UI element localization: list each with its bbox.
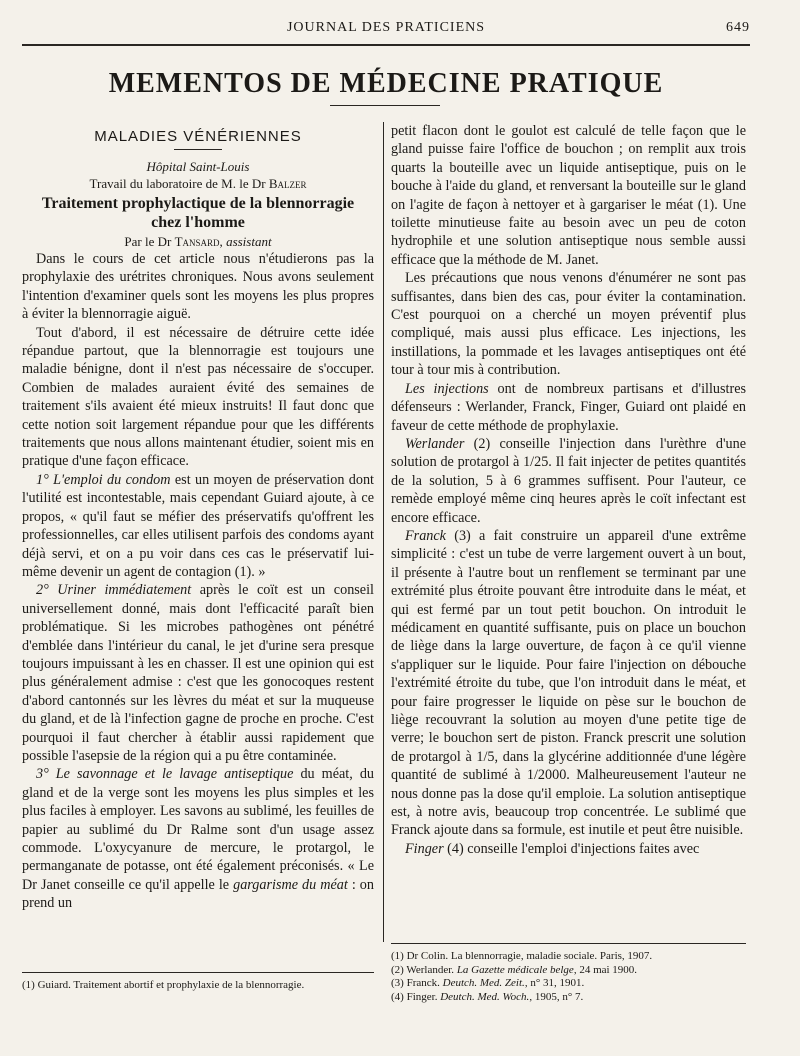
hospital-line: Hôpital Saint-Louis — [146, 159, 250, 174]
lab-name: Balzer — [268, 176, 307, 191]
paragraph-lead: Les injections — [405, 380, 489, 397]
footnote: (2) Werlander. La Gazette médicale belge, 24 mai 1900. — [391, 963, 638, 976]
paragraph-italic-term: gargarisme du méat — [233, 876, 348, 893]
paragraph — [391, 380, 746, 435]
journal-title: JOURNAL DES PRATICIENS — [286, 20, 486, 35]
paragraph-text: : on prend un — [22, 876, 374, 912]
lab-line — [22, 175, 374, 192]
paragraph: petit flacon dont le goulot est calculé de telle façon que le gland puisse faire l'office de bouchon ; on remplit aux trois quarts la bouteille avec un liquide antiseptique, puis on le bouche à l'aide du gland, et renversant la bouteille sur le gland on l'agite de façon à nettoyer et à gargariser le méat (1). Une toilette minutieuse faite au besoin avec un peu de coton hydrophile et une solution antiseptique nous semble aussi efficace que la méthode de M. Janet. — [391, 123, 746, 268]
article-title-line-1: Traitement prophylactique de la blennorragie — [41, 195, 355, 212]
paragraph: Les précautions que nous venons d'énumérer ne sont pas suffisantes, dans bien des cas, pour éviter la contamination. C'est pourquoi on a cherché un moyen préventif plus compliqué, mais aussi plus efficace. Les injections, les instillations, la pommade et les lavages antiseptiques ont été tour à tour mis à contribution. — [391, 270, 746, 379]
right-column — [391, 122, 746, 858]
paragraph-lead: Finger — [405, 840, 444, 857]
footnote: (3) Franck. Deutch. Med. Zeit., n° 31, 1901. — [391, 977, 585, 989]
paragraph-lead: 1° L'emploi du condom — [36, 471, 171, 488]
footnote: (4) Finger. Deutch. Med. Woch., 1905, n° 7. — [391, 990, 584, 1003]
paragraph: Dans le cours de cet article nous n'étudierons pas la prophylaxie des urétrites chroniques. Nous avons seulement l'intention d'examiner quels sont les moyens les plus propres à éviter la blennorragie aiguë. — [22, 251, 374, 323]
paragraph-text: est un moyen de préservation dont l'utilité est incontestable, mais cependant Guiard ajoute, à ce propos, « qu'il faut se méfier des préservatifs qu'offrent les professionnelles, car elles utilisent parfois des condoms ayant déjà servi, et on a pu voir dans ces cas le préservatif lui-même devenir un agent de contagion (1). » — [22, 471, 374, 580]
paragraph-text: (4) conseille l'emploi d'injections faites avec — [443, 840, 700, 857]
page-number: 649 — [726, 20, 750, 35]
paragraph: Tout d'abord, il est nécessaire de détruire cette idée répandue partout, que la blennorragie est toujours une maladie bénigne, dont il n'est pas nécessaire de s'occuper. Combien de malades auraient évité des semaines de traitement s'ils avaient été mieux instruits! Il faut donc que cette notion soit largement répandue pour que les différents traitements que nous allons maintenant étudier, soient mis en pratique d'une façon efficace. — [22, 324, 374, 470]
lab-prefix: Travail du laboratoire de M. le Dr — [89, 176, 266, 191]
section-rule — [174, 149, 222, 150]
running-head — [22, 20, 750, 40]
article-title — [22, 194, 374, 232]
author-prefix: Par le Dr — [124, 234, 172, 249]
footnotes-right — [391, 950, 746, 1004]
footnote-rule-left — [22, 972, 374, 973]
paragraph-text: après le coït est un conseil universellement donné, mais dont l'efficacité paraît bien problématique. Si les microbes pathogènes ont pénétré d'emblée dans l'intérieur du canal, le jet d'urine sera presque toujours impuissant à les en chasser. Il est une opinion qui est plus généralement admise : c'est que les gonocoques restent d'abord cantonnés sur les lèvres du méat et sur la muqueuse du gland, et de là l'infection gagne de proche en proche. C'est pourquoi il faut chercher à établir aussi rapidement que possible l'asepsie de la région qui a pu être contaminée. — [22, 582, 374, 764]
footnotes-left — [22, 978, 374, 992]
paragraph-text: du méat, du gland et de la verge sont les moyens les plus simples et les plus faciles à employer. Les savons au sublimé, les feuilles de papier au sublimé du Dr Ralme sont d'un usage assez commode. L'oxycyanure de mercure, le protargol, le permanganate de potasse, ont été également préconisés. « Le Dr Janet conseille ce qu'il appelle le — [22, 766, 375, 893]
footnote: (1) Guiard. Traitement abortif et prophylaxie de la blennorragie. — [22, 979, 305, 991]
paragraph-text: ont de nombreux partisans et d'illustres défenseurs : Werlander, Franck, Finger, Guiard ont plaidé en faveur de cette méthode de prophylaxie. — [391, 380, 747, 434]
paragraph — [22, 471, 374, 581]
section-title: MALADIES VÉNÉRIENNES — [94, 128, 302, 145]
paragraph-lead: Franck — [405, 527, 446, 544]
paragraph-lead: 3° Le savonnage et le lavage antiseptique — [36, 766, 294, 783]
paragraph — [22, 581, 374, 765]
column-divider — [383, 122, 384, 942]
title-rule — [330, 105, 440, 106]
author-role: assistant — [226, 234, 272, 249]
paragraph-text: (2) conseille l'injection dans l'urèthre d'une solution de protargol à 1/25. Il fait injecter de petites quantités de la solution, 5 à 6 grammes suffisent. Pour l'auteur, ce remède employé même cinq heures après le coït infectant est encore efficace. — [391, 435, 746, 526]
paragraph-lead: 2° Uriner immédiatement — [36, 582, 192, 599]
paragraph — [391, 435, 746, 527]
left-column — [22, 122, 374, 913]
author-name: Tansard, — [174, 234, 223, 249]
paragraph-text: (3) a fait construire un appareil d'une extrême simplicité : c'est un tube de verre largement ouvert à un bout, il présente à l'autre bout un renflement se terminant par une extrémité plus étroite pouvant être introduite dans le méat, et qui est fermé par un tout petit bouchon. On introduit le médicament en quantité suffisante, puis on place un bouchon de liège dans la large ouverture, de façon à ce qu'il vienne s'appliquer sur le liquide. Pour faire l'injection on débouche l'extrémité étroite du tube, que l'on introduit dans le méat, et pour faire progresser le liquide on pèse sur le bouchon de liège recouvrant la solution au moyen d'une petite tige de verre; le bouchon sert de piston. Franck prescrit une solution de protargol à 1/5, dans la glycérine additionnée d'une légère quantité de sublimé à 1/2000. Malheureusement l'auteur ne nous donne pas la dose qu'il emploie. La solution antiseptique est, à notre avis, beaucoup trop concentrée. Le sublimé que Franck ajoute dans sa formule, est inutile et peut être nuisible. — [391, 527, 746, 839]
paragraph-lead: Werlander — [405, 435, 465, 452]
author-line — [22, 233, 374, 250]
paragraph — [391, 840, 746, 858]
article-title-line-2: chez l'homme — [151, 214, 245, 231]
paragraph — [391, 527, 746, 840]
main-title: MEMENTOS DE MÉDECINE PRATIQUE — [108, 68, 664, 99]
footnote: (1) Dr Colin. La blennorragie, maladie sociale. Paris, 1907. — [391, 950, 653, 962]
paragraph — [22, 765, 374, 912]
header-rule — [22, 44, 750, 46]
footnote-rule-right — [391, 943, 746, 944]
